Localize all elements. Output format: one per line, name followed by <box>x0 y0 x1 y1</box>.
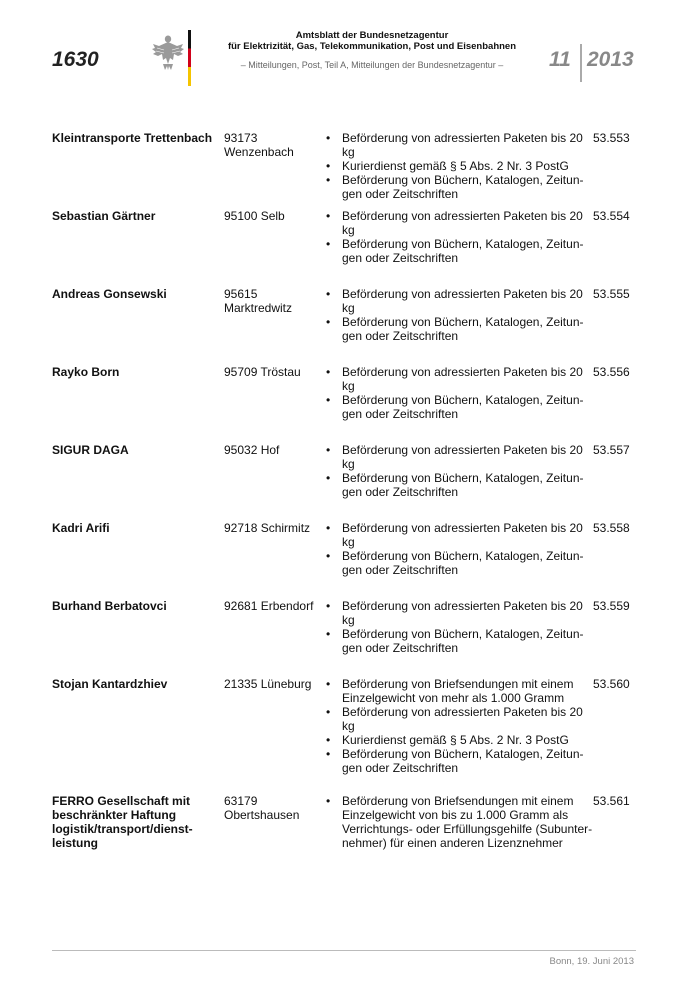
service-item: • Kurierdienst gemäß § 5 Abs. 2 Nr. 3 PostG <box>326 159 569 173</box>
bullet-icon: • <box>326 794 331 808</box>
bullet-icon: • <box>326 521 331 535</box>
licensee-name: FERRO Gesellschaft mit beschränkter Haftung logistik/transport/dienst-leistung <box>52 794 193 850</box>
service-item: • Beförderung von adressierten Paketen bis 20 kg <box>326 705 583 733</box>
license-number: 53.553 <box>593 131 630 145</box>
service-item: • Beförderung von Briefsendungen mit einem Einzelgewicht von bis zu 1.000 Gramm als Verrichtungs- oder Erfüllungsgehilfe (Subunter-nehmer) für einen anderen Lizenznehmer <box>326 794 593 850</box>
license-entry <box>52 597 642 675</box>
licensee-name: Kadri Arifi <box>52 521 110 535</box>
licensee-place: 63179 Obertshausen <box>224 794 300 822</box>
service-item: • Beförderung von Büchern, Katalogen, Zeitun-gen oder Zeitschriften <box>326 173 584 201</box>
service-item: • Beförderung von adressierten Paketen bis 20 kg <box>326 599 583 627</box>
licensee-name: Rayko Born <box>52 365 120 379</box>
license-number: 53.556 <box>593 365 630 379</box>
bullet-icon: • <box>326 677 331 691</box>
licensee-name: SIGUR DAGA <box>52 443 129 457</box>
bullet-icon: • <box>326 627 331 641</box>
bullet-icon: • <box>326 315 331 329</box>
licensee-name: Andreas Gonsewski <box>52 287 167 301</box>
bullet-icon: • <box>326 159 331 173</box>
bullet-icon: • <box>326 549 331 563</box>
service-item: • Beförderung von adressierten Paketen bis 20 kg <box>326 209 583 237</box>
bullet-icon: • <box>326 733 331 747</box>
service-item: • Beförderung von adressierten Paketen bis 20 kg <box>326 443 583 471</box>
bullet-icon: • <box>326 599 331 613</box>
bullet-icon: • <box>326 237 331 251</box>
license-list <box>52 129 642 862</box>
bullet-icon: • <box>326 471 331 485</box>
license-entry <box>52 129 642 207</box>
bullet-icon: • <box>326 443 331 457</box>
service-list <box>325 794 595 850</box>
issue-divider <box>580 44 582 82</box>
license-entry <box>52 363 642 441</box>
service-item: • Beförderung von Büchern, Katalogen, Zeitun-gen oder Zeitschriften <box>326 747 584 775</box>
service-item: • Beförderung von Briefsendungen mit einem Einzelgewicht von mehr als 1.000 Gramm <box>326 677 574 705</box>
licensee-place: 92681 Erbendorf <box>224 599 314 613</box>
service-list <box>325 209 595 265</box>
journal-subtitle: für Elektrizität, Gas, Telekommunikation, Post und Eisenbahnen <box>227 41 517 52</box>
license-entry <box>52 441 642 519</box>
licensee-place: 95615 Marktredwitz <box>224 287 293 315</box>
bullet-icon: • <box>326 393 331 407</box>
service-item: • Beförderung von Büchern, Katalogen, Zeitun-gen oder Zeitschriften <box>326 471 584 499</box>
journal-title: Amtsblatt der Bundesnetzagentur <box>295 30 449 41</box>
license-number: 53.555 <box>593 287 630 301</box>
issue-number: 11 <box>549 48 571 71</box>
bullet-icon: • <box>326 365 331 379</box>
bullet-icon: • <box>326 173 331 187</box>
licensee-place: 92718 Schirmitz <box>224 521 311 535</box>
footer-rule <box>52 950 636 951</box>
service-list <box>325 443 595 499</box>
bullet-icon: • <box>326 747 331 761</box>
license-number: 53.558 <box>593 521 630 535</box>
journal-section: – Mitteilungen, Post, Teil A, Mitteilungen der Bundesnetzagentur – <box>240 60 504 70</box>
footer-date: Bonn, 19. Juni 2013 <box>549 956 634 967</box>
service-list <box>325 365 595 421</box>
license-number: 53.561 <box>593 794 630 808</box>
service-item: • Beförderung von Büchern, Katalogen, Zeitun-gen oder Zeitschriften <box>326 549 584 577</box>
service-item: • Beförderung von Büchern, Katalogen, Zeitun-gen oder Zeitschriften <box>326 237 584 265</box>
issue-year: 2013 <box>587 48 634 71</box>
license-entry <box>52 207 642 285</box>
licensee-name: Kleintransporte Trettenbach <box>52 131 213 145</box>
license-entry <box>52 792 642 862</box>
header-color-rule <box>188 30 191 86</box>
license-entry <box>52 675 642 792</box>
bullet-icon: • <box>326 209 331 223</box>
page-number: 1630 <box>52 48 99 71</box>
service-list <box>325 599 595 655</box>
bullet-icon: • <box>326 131 331 145</box>
licensee-place: 93173 Wenzenbach <box>224 131 294 159</box>
license-number: 53.559 <box>593 599 630 613</box>
licensee-name: Stojan Kantardzhiev <box>52 677 168 691</box>
service-item: • Beförderung von Büchern, Katalogen, Zeitun-gen oder Zeitschriften <box>326 627 584 655</box>
license-number: 53.557 <box>593 443 630 457</box>
service-item: • Beförderung von Büchern, Katalogen, Zeitun-gen oder Zeitschriften <box>326 393 584 421</box>
license-number: 53.554 <box>593 209 630 223</box>
service-item: • Beförderung von Büchern, Katalogen, Zeitun-gen oder Zeitschriften <box>326 315 584 343</box>
licensee-place: 95709 Tröstau <box>224 365 301 379</box>
bullet-icon: • <box>326 287 331 301</box>
bullet-icon: • <box>326 705 331 719</box>
license-entry <box>52 285 642 363</box>
licensee-place: 95100 Selb <box>224 209 285 223</box>
license-entry <box>52 519 642 597</box>
service-item: • Kurierdienst gemäß § 5 Abs. 2 Nr. 3 PostG <box>326 733 569 747</box>
service-item: • Beförderung von adressierten Paketen bis 20 kg <box>326 365 583 393</box>
service-item: • Beförderung von adressierten Paketen bis 20 kg <box>326 521 583 549</box>
licensee-place: 95032 Hof <box>224 443 280 457</box>
service-item: • Beförderung von adressierten Paketen bis 20 kg <box>326 131 583 159</box>
journal-header <box>222 30 522 71</box>
license-number: 53.560 <box>593 677 630 691</box>
service-list <box>325 521 595 577</box>
service-list <box>325 287 595 343</box>
licensee-place: 21335 Lüneburg <box>224 677 312 691</box>
federal-eagle-icon <box>150 34 186 72</box>
licensee-name: Burhand Berbatovci <box>52 599 167 613</box>
service-list <box>325 677 595 775</box>
service-list <box>325 131 595 201</box>
service-item: • Beförderung von adressierten Paketen bis 20 kg <box>326 287 583 315</box>
licensee-name: Sebastian Gärtner <box>52 209 156 223</box>
